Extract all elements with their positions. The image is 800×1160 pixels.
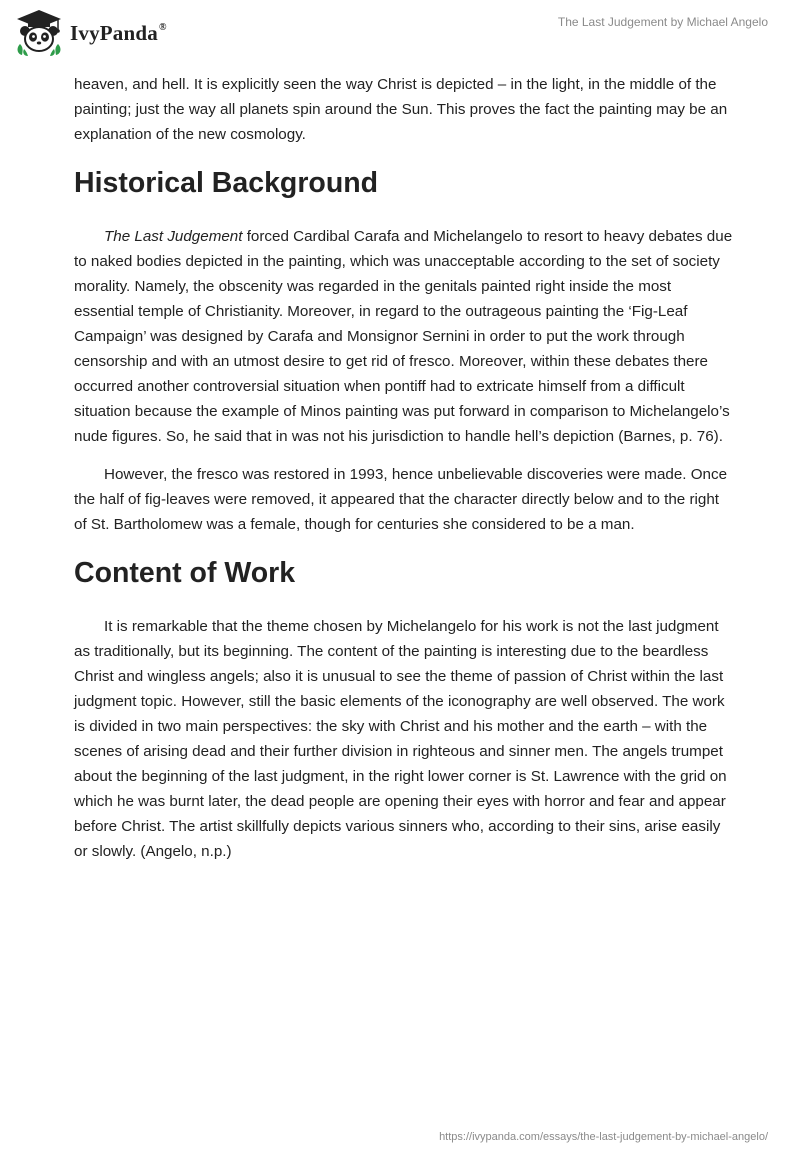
heading-content-of-work: Content of Work	[74, 557, 296, 589]
logo-wordmark: IvyPanda	[70, 20, 158, 45]
painting-title: The Last Judgement	[104, 228, 243, 245]
heading-historical-background: Historical Background	[74, 167, 379, 199]
logo-text	[70, 21, 167, 46]
source-url[interactable]: https://ivypanda.com/essays/the-last-judgement-by-michael-angelo/	[439, 1131, 768, 1143]
registered-mark: ®	[158, 21, 167, 33]
paragraph-historical-2: However, the fresco was restored in 1993, hence unbelievable discoveries were made. Once the half of fig-leaves were removed, it appeared that the character directly below and to the right of St. Bartholomew was a female, though for centuries she considered to be a man.	[74, 466, 728, 533]
paragraph-historical-1-text: forced Cardibal Carafa and Michelangelo to resort to heavy debates due to naked bodies depicted in the painting, which was unacceptable according to the set of society morality. Namely, the obscenity was regarded in the genitals painted right inside the most essential temple of Christianity. Moreover, in regard to the outrageous painting the ‘Fig-Leaf Campaign’ was designed by Carafa and Monsignor Sernini in order to put the work through censorship and with an utmost desire to get rid of fresco. Moreover, within these debates there occurred another controversial situation when pontiff had to extricate himself from a difficult situation because the example of Minos painting was put forward in comparison to Michelangelo’s nude figures. So, he said that in was not his jurisdiction to handle hell’s depiction (Barnes, p. 76).	[74, 228, 733, 445]
page-header	[0, 0, 800, 70]
logo[interactable]	[14, 8, 167, 58]
paragraph-continuation: heaven, and hell. It is explicitly seen the way Christ is depicted – in the light, in the middle of the painting; just the way all planets spin around the Sun. This proves the fact the painting may be an explanation of the new cosmology.	[74, 76, 728, 143]
paragraph-historical-1	[74, 224, 734, 449]
essay-content	[74, 72, 734, 877]
paragraph-content-1: It is remarkable that the theme chosen by Michelangelo for his work is not the last judgment as traditionally, but its beginning. The content of the painting is interesting due to the beardless Christ and wingless angels; also it is unusual to see the theme of passion of Christ within the last judgment topic. However, still the basic elements of the iconography are well observed. The work is divided in two main perspectives: the sky with Christ and his mother and the earth – with the scenes of arising dead and their further division in righteous and sinner men. The angels trumpet about the beginning of the last judgment, in the right lower corner is St. Lawrence with the grid on which he was burnt later, the dead people are opening their eyes with horror and fear and appear before Christ. The artist skillfully depicts various sinners who, according to their sins, arise easily or slowly. (Angelo, n.p.)	[74, 618, 727, 860]
document-title: The Last Judgement by Michael Angelo	[557, 15, 768, 29]
panda-graduate-icon	[14, 8, 64, 58]
